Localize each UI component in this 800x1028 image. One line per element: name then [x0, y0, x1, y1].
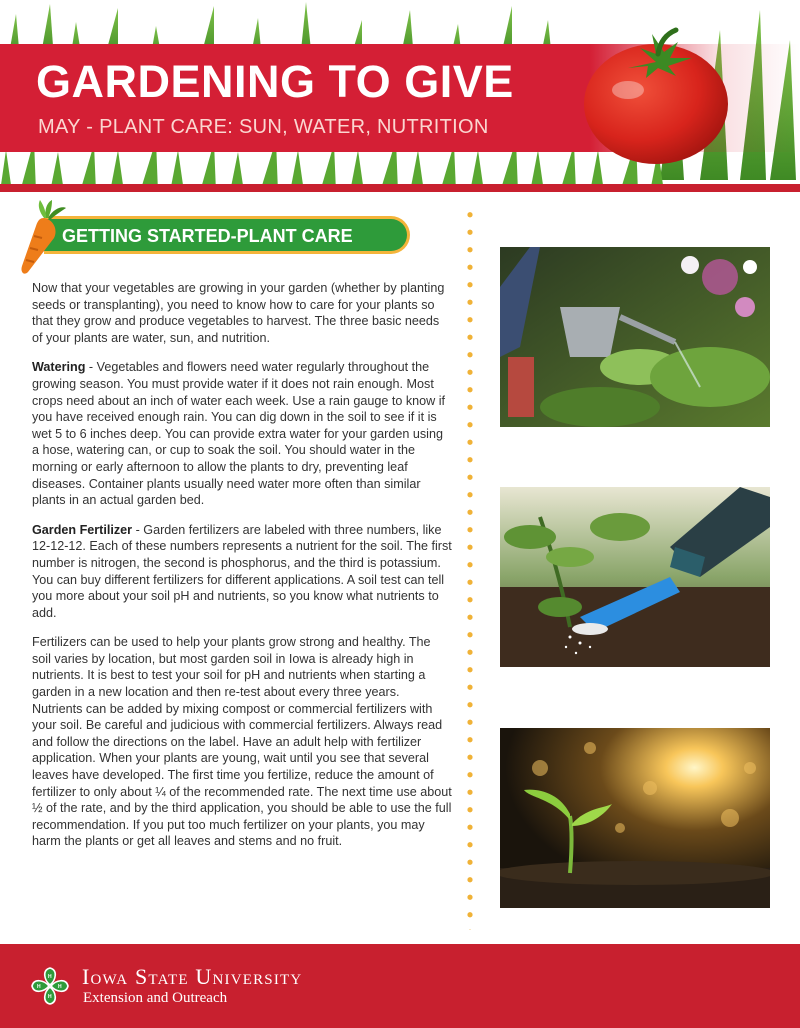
watering-label: Watering: [32, 360, 86, 375]
header-divider: [0, 184, 800, 192]
university-name: Iowa State University: [82, 964, 303, 989]
seedling-photo: [500, 728, 770, 908]
watering-text: - Vegetables and flowers need water regularly throughout the growing season. You must provide water if it does not rain enough. Most crops need about an inch of water each week. Use a rain gauge to know if you have received enough rain. You can dig down in the soil to see if it is wet 5 to 6 inches deep. You can provide extra water for your garden using a hose, watering can, or cup to soak the soil. You should water in the morning or early afternoon to allow the plants to dry, preventing leaf diseases. Container plants usually need water more often than similar plants in an actual garden bed.: [32, 360, 446, 508]
svg-text:H: H: [48, 994, 52, 1000]
section-title: GETTING STARTED-PLANT CARE: [62, 226, 353, 246]
fertilizer-paragraph: [32, 522, 452, 622]
fertilizer-text: - Garden fertilizers are labeled with three numbers, like 12-12-12. Each of these numbers represents a nutrient for the soil. The first number is nitrogen, the second is phosphorus, and the third is potassium. You can buy different fertilizers for different applications. A soil test can tell you more about your soil pH and nutrients, so you know what nutrients to add.: [32, 522, 452, 620]
clover-icon: [30, 966, 70, 1006]
svg-text:H: H: [58, 984, 62, 990]
intro-paragraph: Now that your vegetables are growing in your garden (whether by planting seeds or transplanting), you need to know how to care for your plants so that they grow and produce vegetables to harvest. The three basic needs of your plants are water, sun, and nutrition.: [32, 281, 445, 345]
page-subtitle: MAY - PLANT CARE: SUN, WATER, NUTRITION: [38, 116, 489, 138]
article-body: [32, 280, 452, 863]
page-title: GARDENING TO GIVE: [36, 56, 514, 107]
fertilizer-label: Garden Fertilizer: [32, 522, 133, 537]
fertilizer-scoop-photo: [500, 487, 770, 667]
fertilizers-paragraph: Fertilizers can be used to help your plants grow strong and healthy. The soil varies by location, but most garden soil in Iowa is already high in nutrients. It is best to test your soil for pH and nutrients when starting a garden in a new location and then re-test about every three years. Nutrients can be added by mixing compost or commercial fertilizers with your soil. Be careful and judicious with commercial fertilizers. Always read and follow the directions on the label. Have an adult help with fertilizer application. When your plants are young, wait until you see that several leaves have developed. The first time you fertilize, reduce the amount of fertilizer to only about ¼ of the recommended rate. The next time use about ½ of the rate, and by the third application, you should be able to use the full recommendation. If you put too much fertilizer on your plants, you may harm the plants or get all leaves and stems and no fruit.: [32, 635, 452, 849]
svg-text:H: H: [48, 974, 52, 980]
tomato-icon: [576, 12, 736, 172]
watering-can-photo: [500, 247, 770, 427]
dotted-divider: [467, 206, 473, 930]
header-banner: [0, 0, 800, 192]
university-unit: Extension and Outreach: [83, 990, 228, 1006]
svg-text:H: H: [37, 984, 41, 990]
watering-paragraph: [32, 359, 452, 508]
